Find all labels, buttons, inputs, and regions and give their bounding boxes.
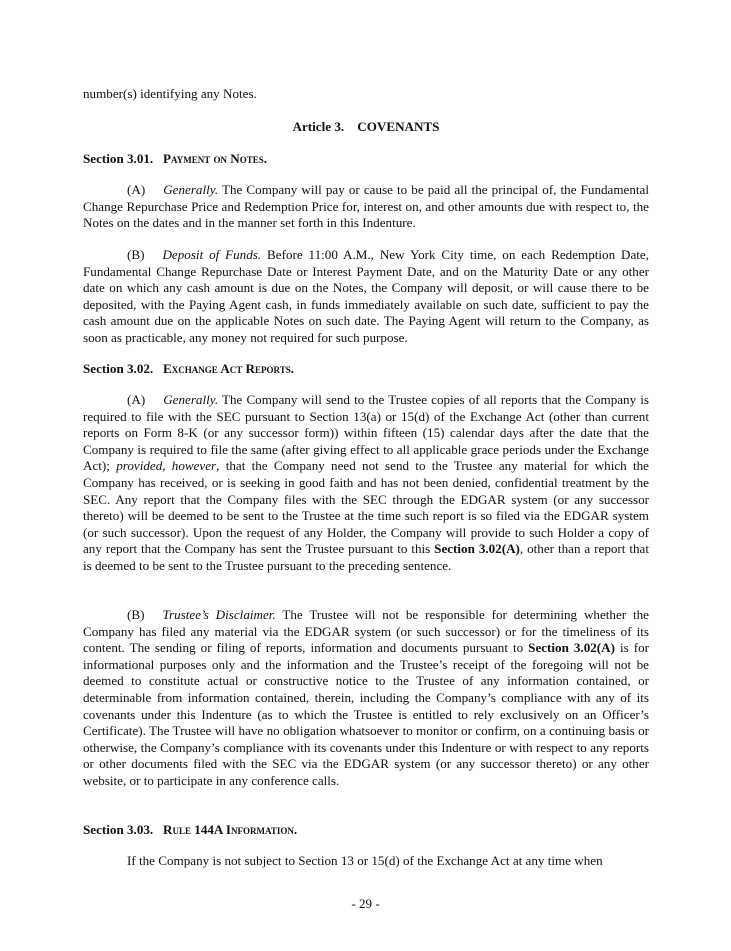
cross-reference: Section 3.02(A)	[434, 541, 520, 557]
section-3-02-b-paragraph	[83, 607, 649, 790]
section-3-02-heading	[83, 361, 649, 378]
paragraph-text: , that the Company need not send to the Trustee any material for which the Company has received, or is seeking in good faith and has not been denied, confidential treatment by the SEC. Any report that the Company files with the SEC through the EDGAR system (or any successor thereto) will be deemed to be sent to the Trustee at the time such report is so filed via the EDGAR system (or such successor). Upon the request of any Holder, the Company will provide to such Holder a copy of any report that the Company has sent the Trustee pursuant to this	[83, 458, 649, 557]
subsection-heading: Deposit of Funds.	[162, 247, 262, 262]
paragraph-text: The Company will send to the Trustee copies of all reports that the Company is required to file with the SEC pursuant to Section 13(a) or 15(d) of the Exchange Act (other than current reports on Form 8-K (or any successor form)) within fifteen (15) calendar days after the date that the Company is required to file the same (after giving effect to all applicable grace periods under the Exchange Act);	[83, 392, 649, 474]
subsection-label: (A)	[127, 182, 146, 197]
subsection-heading: Trustee’s Disclaimer.	[162, 607, 276, 622]
paragraph-text: Before 11:00 A.M., New York City time, on each Redemption Date, Fundamental Change Repurchase Date or Interest Payment Date, and on the Maturity Date or any other date on which any cash amount is due on the Notes, the Company will deposit, or will cause there to be deposited, with the Paying Agent cash, in funds immediately available on such date, sufficient to pay the cash amount due on the applicable Notes on such date. The Paying Agent will return to the Company, as soon as practicable, any money not required for such purpose.	[83, 247, 649, 345]
section-number: Section 3.01.	[83, 151, 154, 166]
subsection-label: (B)	[127, 247, 145, 262]
section-3-02-a-paragraph	[83, 392, 649, 575]
section-title: Exchange Act Reports.	[163, 361, 294, 376]
section-3-03-heading	[83, 822, 649, 839]
section-3-03-paragraph: If the Company is not subject to Section 13 or 15(d) of the Exchange Act at any time when	[127, 853, 603, 868]
carryover-line: number(s) identifying any Notes.	[83, 86, 257, 101]
section-3-01-heading	[83, 151, 649, 168]
proviso-text: provided, however	[116, 458, 217, 474]
section-number: Section 3.02.	[83, 361, 154, 376]
subsection-heading: Generally.	[163, 392, 219, 407]
cross-reference: Section 3.02(A)	[528, 640, 615, 656]
paragraph-text: The Trustee will not be responsible for determining whether the Company has filed any material via the EDGAR system (or such successor) or for the timeliness of its content. The sending or filing of reports, information and documents pursuant to	[83, 607, 649, 656]
paragraph-text: The Company will pay or cause to be paid all the principal of, the Fundamental Change Repurchase Price and Redemption Price for, interest on, and other amounts due with respect to, the Notes on the dates and in the manner set forth in this Indenture.	[83, 182, 649, 231]
paragraph-text: is for informational purposes only and the information and the Trustee’s receipt of the foregoing will not be deemed to constitute actual or constructive notice to the Trustee of any information contained, or determinable from information contained, therein, including the Company’s compliance with any of its covenants under this Indenture (as to which the Trustee is entitled to rely exclusively on an Officer’s Certificate). The Trustee will have no obligation whatsoever to monitor or confirm, on a continuing basis or otherwise, the Company’s compliance with its covenants under this Indenture or with respect to any reports or other documents filed with the SEC via the EDGAR system (or any successor thereto) or any other website, or to participate in any conference calls.	[83, 640, 649, 788]
subsection-label: (B)	[127, 607, 145, 622]
page-number: - 29 -	[351, 896, 380, 911]
subsection-heading: Generally.	[163, 182, 219, 197]
subsection-label: (A)	[127, 392, 146, 407]
article-heading: Article 3. COVENANTS	[292, 119, 440, 134]
section-number: Section 3.03.	[83, 822, 154, 837]
section-title: Payment on Notes.	[163, 151, 267, 166]
section-3-01-a-paragraph	[83, 182, 649, 232]
paragraph-text: , other than a report that is deemed to be sent to the Trustee pursuant to the preceding sentence.	[83, 541, 649, 573]
section-3-01-b-paragraph	[83, 247, 649, 347]
section-title: Rule 144A Information.	[163, 822, 298, 837]
